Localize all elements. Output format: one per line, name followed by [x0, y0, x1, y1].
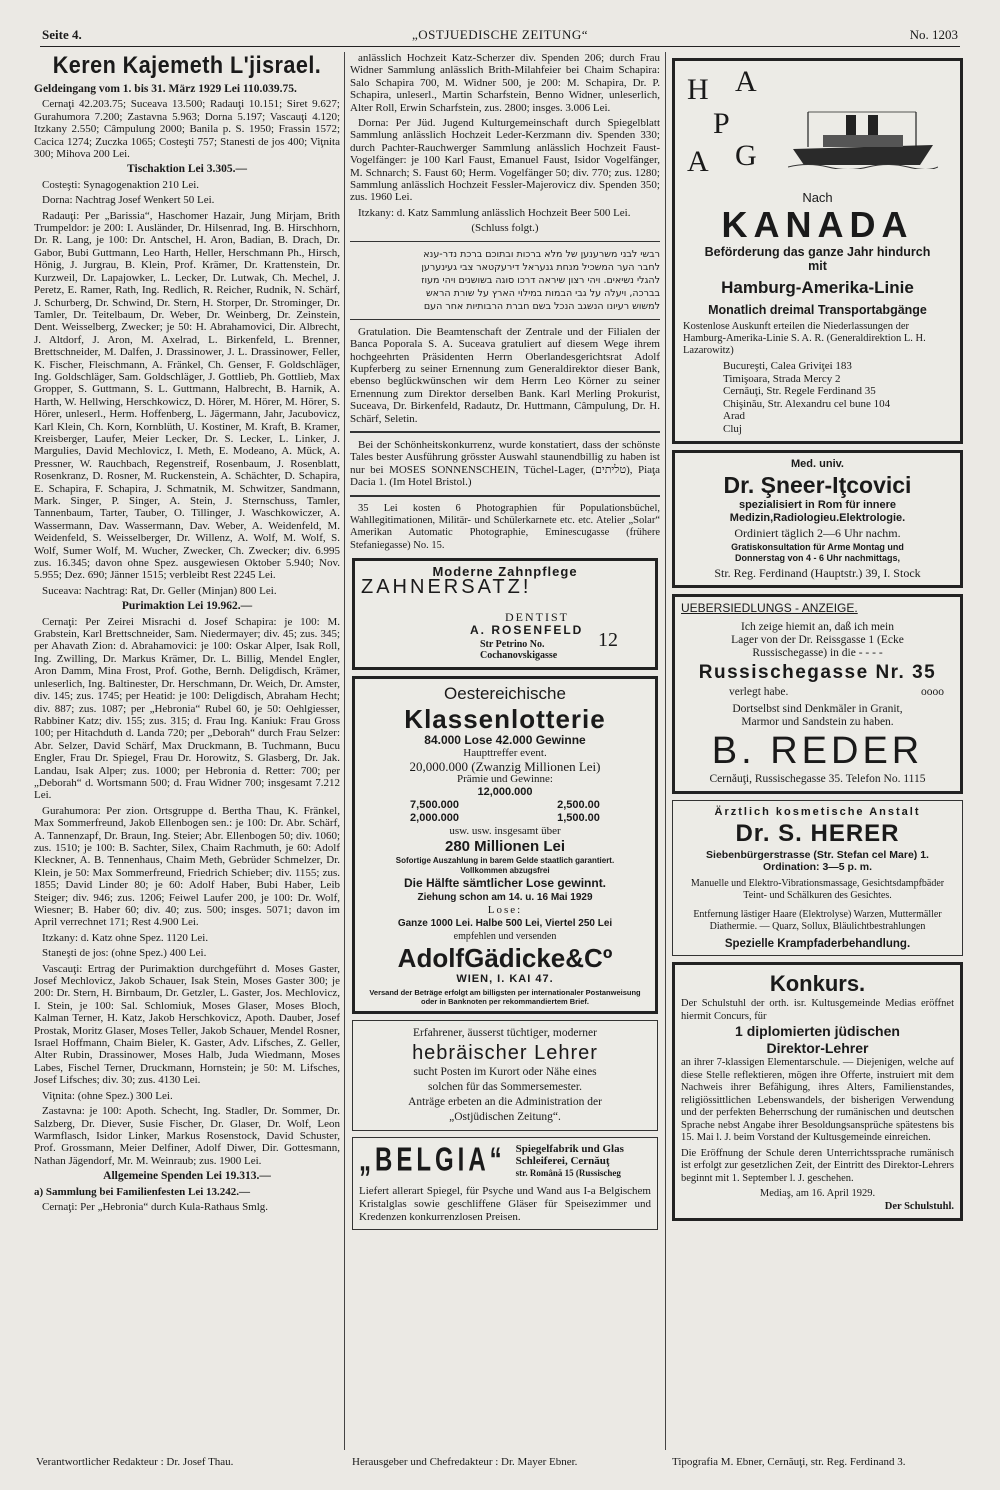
paragraph: Cernaţi 42.203.75; Suceava 13.500; Radauţi 10.151; Siret 9.627; Gurahumora 7.200; Zastavna 5.963; Dorna 5.197; Vascauţi 4.120; Itzkany 2.550; Câmpulung 2000; Banila p. S. 1950; Frassin 1572; Cacica 1274; Zuczka 1065; Costeşti 757; Stanesti de jos 400; Viţnita 300; Mihova 200 Lei. — [34, 98, 340, 161]
ad-row — [361, 812, 649, 825]
ad-text: solchen für das Sommersemester. — [428, 1081, 582, 1094]
hebrew-line: רבשי לבני משרענען של מלא ברכות ובתוכם ברכת נדר-ענא — [423, 248, 660, 260]
section-heading: Purimaktion Lei 19.962.— — [121, 600, 253, 613]
ad-dr-sneer — [672, 450, 963, 588]
ad-reder — [672, 594, 963, 794]
continuation-note: (Schluss folgt.) — [471, 222, 539, 235]
ad-text: Sofortige Auszahlung in barem Gelde staatlich garantiert. — [395, 856, 615, 866]
divider — [350, 241, 660, 242]
ad-text: Spezielle Krampfaderbehandlung. — [724, 937, 911, 950]
ad-text: Ziehung schon am 14. u. 16 Mai 1929 — [417, 892, 593, 904]
ad-text: oooo — [921, 686, 944, 698]
ad-text: usw. usw. insgesamt über — [449, 825, 561, 838]
ad-text: Dortselbst sind Denkmäler in Granit, — [732, 703, 903, 715]
ad-text: 7,500.000 — [410, 799, 459, 812]
ad-text: „Ostjüdischen Zeitung“. — [449, 1111, 561, 1124]
logo-letter: A — [735, 65, 757, 98]
ad-text: empfehlen und versenden — [453, 931, 557, 943]
ad-text: Str Petrino No. — [480, 639, 545, 651]
ad-text: Schleiferei, Cernăuţ — [515, 1155, 610, 1168]
paragraph: Radauţi: Per „Barissia“, Haschomer Hazair, Jung Mirjam, Brith Trumpeldor: je 200: I. Ausländer, Dr. Hilsenrad, Ing. B. Hirschhorn, Dr. R. Lang, je 100: Dr. Antschel, H. Aron, Badian, B. Drach, Dr. Gabor, Bubi Guttmann, Leo Harth, Heller, Herschmann Ph., Hirsch, Hönig, J. Jurgrau, B. Klein, Prof. Krämer, Dr. Krattenstein, Dr. Kurzweil, Dr. Lapajowker, L. Lecker, Dr. Lutwak, Ch. Mechel, J. Peretz, E. Ramer, Rath, Ing. Redlich, R. Reicher, Rudnik, N. Schärf, J. Schurberg, Dr. Schwind, Dr. Stern, H. Storper, Dr. Strominger, Dr. Tamler, Dr. Teitelbaum, Dr. Weber, Dr. Weinberg, Dr. Zeinstein, Dent. Weisselberg, Zwecker; je 50: H. Abrahamovici, Dir. Albrecht, J. Altdorf, J. Aron, M. Axelrad, L. Birkenfeld, L. Brenner, Brettschneider, M. Dalfen, J. Drassinower, J. L. Drassinower, Feller, K. Fischer, Fleischmann, A. Fränkel, Ch. Genser, F. Goldschläger, Ing. Goldschläger, Sam. Goldschläger, J. Gottlieb, Ph. Gottlieb, Max Gropper, S. Guttmann, S. L. Guttmann, Halbrecht, B. Harnik, A. Harth, W. Hellwing, Herschkowicz, D. Hörer, M. Hörer, M. Hörer, S. Hörer, unleserl., Herm. Hoffenberg, L. Jägermann, Jahr, Jacubovicz, Karl Klein, Ch. Korn, Kornblüth, U. Kostiner, M. Kraft, B. Kramer, Kreisberger, Laufer, Meier Lecker, Dr. S. Lecker, L. Linker, J. Margulies, David Mechlovicz, I. Meth, E. Modeano, A. Mück, A. Pressner, W. Rauchbach, Regenstreif, Rosenbaum, J. Rosenblatt, Rosenkranz, D. Rosner, M. Ruckenstein, A. Schächter, D. Schapira, E. Schapira, F. Schapira, J. Schmatnik, M. Schwitzer, Sandmann, Mark. Singer, P. Singer, A. Stein, J. Sternschuss, Tamler, Tannenbaum, Tarter, Tauber, O. Tillinger, J. Waschkowiczer, A. Wassermann, Dav. Wassermann, Dav. Weber, A. Weidenfeld, M. Weidenfeld, S. Weisselberger, Dr. Willenz, A. Wolf, M. Wolf, S. Wolf, Sumer Wolf, M. Wucher, Zwecker, Ch. Zwecker; div. 6.995 zus. 16.345; davon ohne Spez. ausgewiesen Oktober 5.940; Nov. 5.955; Dez. 690; Jänner 1515; verbleibt Rest 2245 Lei. — [34, 209, 340, 582]
ad-text: Ordination: 3—5 p. m. — [762, 861, 873, 873]
ad-text: WIEN, I. KAI 47. — [456, 973, 554, 986]
ad-text: 12,000.000 — [477, 786, 533, 799]
issue-number: No. 1203 — [909, 27, 958, 42]
ad-text: 20,000.000 (Zwanzig Millionen Lei) — [409, 759, 601, 775]
ad-name: A. ROSENFELD — [470, 623, 584, 638]
ship-icon — [788, 107, 938, 169]
ad-text: Donnerstag von 4 - 6 Uhr nachmittags, — [734, 553, 901, 563]
article-subtitle: Geldeingang vom 1. bis 31. März 1929 Lei 110.039.75. — [34, 83, 297, 95]
ad-text: an ihrer 7-klassigen Elementarschule. — Diejenigen, welche auf diese Stelle reflektieren, mögen ihre Offerte, instruiert mit dem Nachweis ihrer Befähigung, ihres Alters, Familienstandes, religiössittlichen Lebenswandels, der bisherigen Verwendung und der perfekten Beherrschung der rumänischen und deutschen Sprache nebst Angabe ihrer Besoldungsansprüche spätestens bis 15. Mai l. J. beim Vorstand der Kultusgemeinde einreichen. — [681, 1057, 954, 1143]
ad-title: KANADA — [721, 204, 914, 245]
ad-text: Marmor und Sandstein zu haben. — [741, 716, 894, 728]
ad-address-line: Cernăuţi, Str. Regele Ferdinand 35 — [723, 385, 876, 397]
ad-title: Konkurs. — [769, 971, 866, 996]
paragraph: Dorna: Per Jüd. Jugend Kulturgemeinschaft durch Spiegelblatt Sammlung anlässlich Hochzeit Leder-Kerzmann div. Spenden 330; durch Pachter-Rauchwerger Sammlung anlässlich Hochzeit Faust-Vogelfänger: je 100 Karl Faust, Emanuel Faust, Isidor Vogelfänger, M. Schnarch; S. Faust 60; Herm. Vogelfänger 50; div. 770; zus. 1280; Sammlung anlässlich Hochzeit Fessler-Majerovicz div. Spenden 350; zus. 1960 Lei. — [350, 117, 660, 204]
ad-company: B. REDER — [711, 730, 924, 772]
ad-text: Medizin,Radiologieu.Elektrologie. — [729, 512, 906, 524]
ad-address — [516, 1143, 624, 1179]
ad-text: 84.000 Lose 42.000 Gewinne — [424, 733, 586, 748]
ad-text: Haupttreffer event. — [463, 747, 547, 760]
article-title: Keren Kajemeth L'jisrael. — [52, 52, 322, 79]
ad-text: sucht Posten im Kurort oder Nähe eines — [413, 1066, 597, 1079]
ad-text: Lager von der Dr. Reissgasse 1 (Ecke — [731, 634, 904, 646]
ad-dr-herer — [672, 800, 963, 956]
ad-text: Spiegelfabrik und Glas — [515, 1143, 624, 1156]
ad-text: Cochanovskigasse — [480, 650, 558, 662]
ad-logo: „BELGIA“ — [359, 1141, 506, 1180]
ad-number: 12 — [598, 629, 618, 652]
hebrew-line: למשוש רעיונו הנשגב הנכל בשם חברת הרבותיות אחר העם — [423, 300, 660, 312]
gratulation-notice: Gratulation. Die Beamtenschaft der Zentrale und der Filialen der Banca Poporala S. A. Suceava gratuliert auf diesem Wege ihrem hochgeehrten Präsidenten Herrn Oberlandesgerichtsrat Adolf Kupferberg zu seiner Ernennung zum Generaldirektor dieser Bank, ebenso beglückwünschen wir dem Herrn Leo Körner zu seiner Ernennung zum Direktor derselben Bank. Karl Merling Prokurist, Suceava, Dr. Birkenfeld, Radautz, Dr. Huttmann, Câmpulung, Dr. H. Schärf, Seletin. — [350, 325, 660, 425]
divider — [350, 319, 660, 320]
ad-text: 2,500.00 — [557, 799, 600, 812]
ad-zahnersatz — [352, 558, 658, 670]
ad-text: Gratiskonsultation für Arme Montag und — [731, 542, 904, 552]
ad-text: Hamburg-Amerika-Linie — [721, 278, 914, 297]
paragraph: Zastavna: je 100: Apoth. Schecht, Ing. Stadler, Dr. Sommer, Dr. Salzberg, Dr. Diever, Susie Fischer, Dr. Glaser, Dr. Wolf, Leon Warmflasch, Isidor Linker, Markus Rosenstock, David Schuster, Prof. Grossmann, Meier Delfiner, Adolf Diwer, Dir. Gottesmann, Nathan Jägendorf, Mr. M. Weinraub; zus. 1900 Lei. — [34, 1105, 340, 1167]
paragraph: Dorna: Nachtrag Josef Wenkert 50 Lei. — [42, 194, 215, 207]
ad-title: Dr. Şneer-Iţcovici — [723, 472, 912, 498]
footer-editor: Verantwortlicher Redakteur : Dr. Josef Thau. — [36, 1456, 234, 1468]
ad-address-line: Timişoara, Strada Mercy 2 — [723, 372, 841, 385]
ad-text: Kostenlose Auskunft erteilen die Niederlassungen der Hamburg-Amerika-Linie S. A. R. (Generaldirektion L. H. Lazarowitz) — [683, 321, 926, 356]
ad-text: Direktor-Lehrer — [766, 1040, 869, 1056]
ad-text: Cernăuţi, Russischegasse 35. Telefon No. 1115 — [709, 773, 926, 785]
photo-notice: 35 Lei kosten 6 Photographien für Populationsbüchel, Wahllegitimationen, Militär- und Schülerkarnete etc. etc. Atelier „Solar“ Amerikan Automatic Photographie, Eminescugasse (frühere Stefaniegasse) No. 15. — [350, 502, 660, 551]
ad-text: Siebenbürgerstrasse (Str. Stefan cel Mare) 1. — [706, 848, 929, 861]
ad-text: Anträge erbeten an die Administration der — [408, 1096, 602, 1109]
ad-text: Ordiniert täglich 2—6 Uhr nachm. — [734, 526, 901, 540]
ad-belgia — [352, 1137, 658, 1230]
ad-hebraeischer-lehrer — [352, 1020, 658, 1131]
newspaper-title: „OSTJUEDISCHE ZEITUNG“ — [411, 27, 588, 42]
hapag-logo — [683, 67, 952, 187]
ad-konkurs — [672, 962, 963, 1221]
ad-title: Russischegasse Nr. 35 — [698, 662, 937, 683]
paragraph: Suceava: Nachtrag: Rat, Dr. Geller (Minjan) 800 Lei. — [42, 584, 277, 597]
paragraph: Viţnita: (ohne Spez.) 300 Lei. — [42, 1089, 173, 1102]
ad-klassenlotterie — [352, 676, 658, 1014]
ad-text: verlegt habe. — [729, 686, 789, 698]
footer-printer: Tipografia M. Ebner, Cernăuţi, str. Reg. Ferdinand 3. — [672, 1456, 906, 1468]
logo-letter: H — [687, 73, 709, 106]
ad-text: Die Hälfte sämtlicher Lose gewinnt. — [403, 876, 607, 891]
ad-text: Beförderung das ganze Jahr hindurch — [704, 245, 931, 259]
page-number: Seite 4. — [42, 27, 82, 42]
paragraph: Costeşti: Synagogenaktion 210 Lei. — [42, 178, 200, 191]
ad-row — [681, 686, 954, 699]
ad-heading: UEBERSIEDLUNGS - ANZEIGE. — [681, 601, 858, 615]
paragraph: Itzkany: d. Katz Sammlung anlässlich Hochzeit Beer 500 Lei. — [358, 206, 631, 219]
ad-text: mit — [808, 259, 827, 273]
ad-title: hebräischer Lehrer — [412, 1042, 598, 1065]
ad-text: Versand der Beträge erfolgt am billigsten per internationaler Postanweisung oder in Banknoten per rekommandiertem Brief. — [369, 988, 641, 1007]
column-ads — [670, 52, 965, 1450]
ad-text: Ich zeige hiemit an, daß ich mein — [741, 621, 894, 633]
ad-text: Monatlich dreimal Transportabgänge — [708, 303, 927, 317]
ad-text: Nach — [802, 190, 833, 205]
ad-text: Russischegasse) in die - - - - — [752, 647, 883, 659]
section-heading: Tischaktion Lei 3.305.— — [127, 163, 247, 176]
ad-text: str. Română 15 (Russischeg — [515, 1168, 621, 1179]
schoenheit-notice: Bei der Schönheitskonkurrenz, wurde konstatiert, dass der schönste Tales bester Ausführung grösster Auswahl staunendbillig zu haben ist nur bei MOSES SONNENSCHEIN, Tüchel-Lager, (טליתים), Piaţa Dacia 1. (Im Hotel Bristol.) — [350, 438, 660, 489]
ad-hapag — [672, 58, 963, 444]
ad-text: Der Schulstuhl der orth. isr. Kultusgemeinde Medias eröffnet hiermit Concurs, für — [681, 998, 954, 1022]
hebrew-line: לחבר הער המשכיל מנחת גנעראל דירעקטאר צבי געינערען — [421, 261, 660, 273]
column-keren-kajemeth — [34, 52, 340, 1450]
paragraph: Cernaţi: Per „Hebronia“ durch Kula-Rathaus Smlg. — [42, 1200, 269, 1213]
ad-text: spezialisiert in Rom für innere — [738, 499, 897, 511]
column-rule — [665, 52, 666, 1450]
ad-text: DENTIST — [505, 610, 569, 625]
ad-text: Mediaş, am 16. April 1929. — [759, 1188, 876, 1199]
paragraph: Gurahumora: Per zion. Ortsgruppe d. Bertha Thau, K. Fränkel, Max Sommerfreund, Jakob Ellenbogen sen.: je 100: Dr. Abr. Schärf, A. Tannenzapf, Dr. Braun, Ing. Steier; Abr. Ellenbogen 50; div. 1060; zus. 1510; je 100: B. Sachter, Silex, Chaim Rachmuth, je 60: Adolf Kleckner, A. B. Tennenhaus, Chaim Meth, Gebrüder Schmelzer, Dr. Klein, je 50: Max Sommerfreund, Friedrich Schieber; div. 1155; zus. 1855; David Linder 80; je 60: Adolf Haber, Bubi Haber, Leib Steiger; div. 946; zus. 1206; Feiwel Laufer 200, je 100: Dr. Wolf, Wiesner; B. Haber 60; div. 40; zus. 500; insges. 5071; davon im April verrechnet 171; Rest 4.900 Lei. — [34, 804, 340, 929]
ad-text: Prämie und Gewinne: — [457, 773, 553, 786]
ad-text: Manuelle und Elektro-Vibrationsmassage, Gesichtsdampfbäder Teint- und Schälkuren des Gesichtes. — [690, 877, 945, 901]
ad-text: Entfernung lästiger Haare (Elektrolyse) Warzen, Muttermäller Diathermie. — Quarz, Sollux, Bläulichtbestrahlungen — [693, 908, 942, 932]
ad-text: Str. Reg. Ferdinand (Hauptstr.) 39, I. Stock — [714, 566, 921, 580]
column-rule — [344, 52, 345, 1450]
paragraph: Itzkany: d. Katz ohne Spez. 1120 Lei. — [42, 931, 209, 944]
ad-text: Liefert allerart Spiegel, für Psyche und Wand aus I-a Belgischem Kristalglas sowie geschliffene Gläser für Speisezimmer und Kredenzen konkurrenzlosen Preisen. — [359, 1185, 651, 1224]
paragraph: a) Sammlung bei Familienfesten Lei 13.242.— — [34, 1185, 251, 1198]
ad-address-line: Bucureşti, Calea Griviţei 183 — [723, 360, 852, 372]
ad-title: ZAHNERSATZ! — [361, 575, 532, 598]
logo-letter: A — [687, 145, 709, 178]
ad-text: Vollkommen abzugsfrei — [460, 866, 550, 876]
column-middle — [350, 52, 660, 1450]
hebrew-line: להגלי נשיאים. ויהי רצון שיראה דרכו סוגה בשושנים ויהי מעוז — [421, 274, 660, 286]
page-header — [40, 24, 960, 47]
ad-text: 1 diplomierten jüdischen — [735, 1023, 900, 1039]
logo-letter: G — [735, 139, 757, 172]
ad-title: Klassenlotterie — [404, 704, 606, 735]
ad-company: AdolfGädicke&Cº — [397, 943, 613, 974]
paragraph: Cernaţi: Per Zeirei Misrachi d. Josef Schapira: je 100: M. Grabstein, Karl Brettschneider, Sam. Niedermayer; div. 45; zus. 345; per Ahavath Zion: d. Abrahamovici: je 100: Oskar Alper, Isak Roll, Ing. Zwilling, Dr. Markus Krämer, Dr. L. Billig, Mendel Engler, Aron Damm, Mina Frost, Prof. Gothe, Bernh. Deligdisch, Krämer, unleserlich, Ing. Baltinester, Dr. Herschmann, Dr. Weich, Dr. Amster, div. 145; zus. 1745; per Heatid: je 100: Deligdisch, Abraham Hecht; div. 887; zus. 1087; per „Hebronia“ Rubel 60, je 50: Oehlgiesser, Rabbiner Katz; div. 155; zus. 315; d. Frau Ing. Kaniuk: Frau Gross 100; per Hitachduth d. Landa 720; per „Deborah“ durch Frau Selzer: Abr. Selzer, David Schärf, Max Druckmann, B. Tuchmann, Bucu Engler, Frau Dr. Spiegel, Frau Dr. Horowitz, S. Glasberg, Dr. Jak. Landau, Isak Alper; zus. 1000; per Hebronia d. Retter: 700; per „Deborah“ d. Wortsmann 500; d. Frau Widner 700; insgesamt 7.212 Lei. — [34, 615, 340, 802]
ad-text: Lose: — [487, 904, 523, 917]
ad-text: Erfahrener, äusserst tüchtiger, moderner — [413, 1027, 597, 1040]
hebrew-line: בברכה, ויעלה על גבי הבמות במילוי הארץ על שורת הראש — [425, 287, 660, 299]
ad-heading: Moderne Zahnpflege — [432, 564, 578, 580]
ad-row — [361, 799, 649, 812]
footer-publisher: Herausgeber und Chefredakteur : Dr. Mayer Ebner. — [352, 1456, 578, 1468]
ad-text: Med. univ. — [791, 458, 844, 470]
ad-addresses — [683, 360, 952, 435]
ad-row — [359, 1143, 651, 1179]
ad-address-line: Arad — [723, 410, 745, 422]
divider — [350, 431, 660, 433]
ad-address-line: Cluj — [723, 422, 742, 435]
ad-heading: Ärztlich kosmetische Anstalt — [714, 806, 921, 818]
divider — [350, 495, 660, 497]
ad-heading: Oestereichische — [444, 684, 566, 704]
paragraph: anlässlich Hochzeit Katz-Scherzer div. Spenden 206; durch Frau Widner Sammlung anlässlich Brith-Milahfeier bei Chaim Schapira: Salo Schapira 700, M. Widner 500, je 200: M. Schapira, Dr. P. Schapira, unleserl., Martin Scharfstein, Benno Widner, unleserlich, Alter Roll, Erwin Scharfstein, zus. 2800; insges. 3.006 Lei. — [350, 52, 660, 114]
ad-text: Ganze 1000 Lei. Halbe 500 Lei, Viertel 250 Lei — [397, 918, 613, 930]
ad-text: 280 Millionen Lei — [444, 838, 566, 856]
paragraph: Vascauţi: Ertrag der Purimaktion durchgeführt d. Moses Gaster, Josef Mechlovicz, Jakob Schauer, Isak Stein, Moses Gaster 300; je 200: Dr. Stern, H. Birnbaum, Dr. Getzler, L. Gaster, Jos. Mechlovicz, I. Stein, je 100: Sal. Schlomiuk, Moses Glaser, Moses Bloch, Kalman Terner, H. Katz, Jakob Herschkovicz, Apoth. Dauber, Josef Prostak, Moritz Glaser, Moses Teller, Jakob Schauer, Mendel Rosner, Israel Hoffmann, Chaim Bieler, K. Gaster, Adv. Lifsches, Z. Geller, Alter Rubin, Drassinower, Moses Halb, Juda Wiedmann, Moses Labes, Fischel Terner, Druckmann, Hornstein; je 50: M. Lifsches, Josef Lifsches; div. 30; zus. 4130 Lei. — [34, 962, 340, 1087]
ad-text: 2,000.000 — [410, 812, 459, 825]
ad-address-line: Chişinău, Str. Alexandru cel bune 104 — [723, 397, 891, 410]
paragraph: Staneşti de jos: (ohne Spez.) 400 Lei. — [42, 947, 207, 960]
ad-title: Dr. S. HERER — [735, 819, 900, 847]
ad-text: Die Eröffnung der Schule deren Unterrichtssprache rumänisch ist erfolgt zur gesetzlichen Zeit, der Eintritt des Direktor-Lehrers beginnt mit 1. September l. J. geschehen. — [681, 1147, 954, 1184]
logo-letter: P — [713, 107, 730, 140]
ad-text: 1,500.00 — [557, 812, 600, 825]
section-heading: Allgemeine Spenden Lei 19.313.— — [103, 1170, 271, 1183]
ad-text: Der Schulstuhl. — [884, 1200, 954, 1212]
